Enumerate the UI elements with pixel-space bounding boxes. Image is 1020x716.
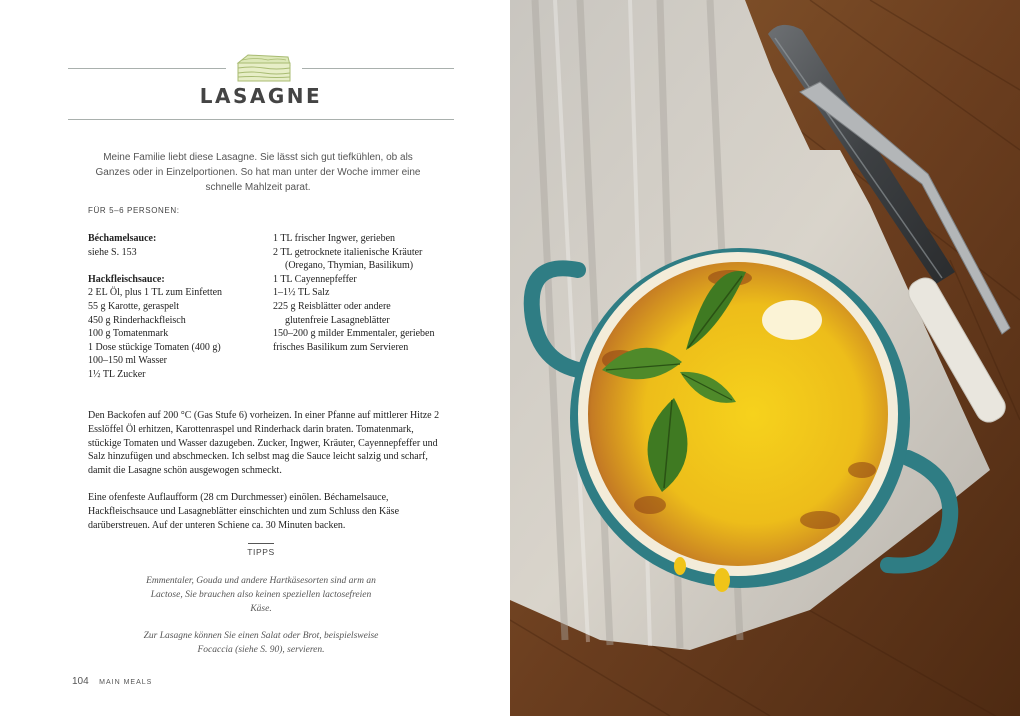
page-footer	[72, 671, 152, 689]
ingredient-item: 100–150 ml Wasser	[88, 355, 168, 367]
lasagne-photo	[510, 0, 1020, 716]
ingredient-item: 55 g Karotte, geraspelt	[88, 300, 180, 312]
ingredient-item: 1 Dose stückige Tomaten (400 g)	[88, 341, 221, 353]
ingredient-item: glutenfreie Lasagneblätter	[285, 314, 390, 326]
ingredient-item: 1 TL Cayennepfeffer	[273, 273, 357, 285]
ingredient-item: 100 g Tomatenmark	[88, 328, 169, 340]
recipe-intro: Meine Familie liebt diese Lasagne. Sie lässt sich gut tiefkühlen, ob als Ganzes oder in Einzelportionen. So hat man unter der Woche immer eine schnelle Mahlzeit parat.	[95, 152, 421, 193]
servings-label: FÜR 5–6 PERSONEN:	[88, 206, 180, 215]
section-name: MAIN MEALS	[99, 679, 153, 686]
lasagne-dish-photo	[510, 0, 1020, 716]
tips-heading: TIPPS	[247, 547, 275, 557]
ingredient-item: (Oregano, Thymian, Basilikum)	[285, 260, 414, 272]
tip-item: Zur Lasagne können Sie einen Salat oder Brot, beispielsweise Focaccia (siehe S. 90), servieren.	[143, 631, 379, 655]
ingredient-item: 1 TL frischer Ingwer, gerieben	[273, 233, 396, 244]
ingredient-item: 1½ TL Zucker	[88, 368, 146, 380]
ingredients-left-column	[88, 232, 222, 382]
ingredient-item: 150–200 g milder Emmentaler, gerieben	[273, 328, 435, 340]
top-rule-left	[68, 68, 226, 69]
page-number: 104	[72, 676, 89, 687]
bechamel-reference: siehe S. 153	[88, 246, 137, 258]
ingredient-item: frisches Basilikum zum Servieren	[273, 341, 409, 353]
bechamel-heading: Béchamelsauce:	[88, 233, 157, 244]
title-underline	[68, 119, 454, 120]
ingredient-item: 225 g Reisblätter oder andere	[273, 300, 391, 312]
ingredient-item: 1–1½ TL Salz	[273, 287, 330, 299]
meat-sauce-heading: Hackfleischsauce:	[88, 273, 165, 285]
method-step-2: Eine ofenfeste Auflaufform (28 cm Durchmesser) einölen. Béchamelsauce, Hackfleischsauce und Lasagneblätter einschichten und zum Schluss den Käse darüberstreuen. Auf der unteren Schiene ca. 30 Minuten backen.	[88, 492, 400, 531]
lasagne-illustration-icon	[232, 51, 296, 85]
tip-item: Emmentaler, Gouda und andere Hartkäsesorten sind arm an Lactose, Sie brauchen also keinen speziellen lactosefreien Käse.	[146, 576, 376, 614]
ingredient-item: 2 TL getrocknete italienische Kräuter	[273, 246, 423, 258]
ingredient-item: 450 g Rinderhackfleisch	[88, 314, 186, 326]
ingredients-right-column	[273, 232, 435, 354]
recipe-title: LASAGNE	[199, 84, 323, 108]
top-rule-right	[302, 68, 454, 69]
ingredient-item: 2 EL Öl, plus 1 TL zum Einfetten	[88, 287, 223, 299]
tips-rule	[248, 543, 274, 544]
method-step-1: Den Backofen auf 200 °C (Gas Stufe 6) vorheizen. In einer Pfanne auf mittlerer Hitze 2 Esslöffel Öl erhitzen, Karottenraspel und Rinderhack darin braten. Tomatenmark, stückige Tomaten und Wasser dazugeben. Zucker, Ingwer, Kräuter, Cayennepfeffer und Salz hinzufügen und abschmecken. Ich selbst mag die Sauce leicht salzig und scharf, damit die Lasagne schön ausgewogen schmeckt.	[88, 410, 440, 477]
